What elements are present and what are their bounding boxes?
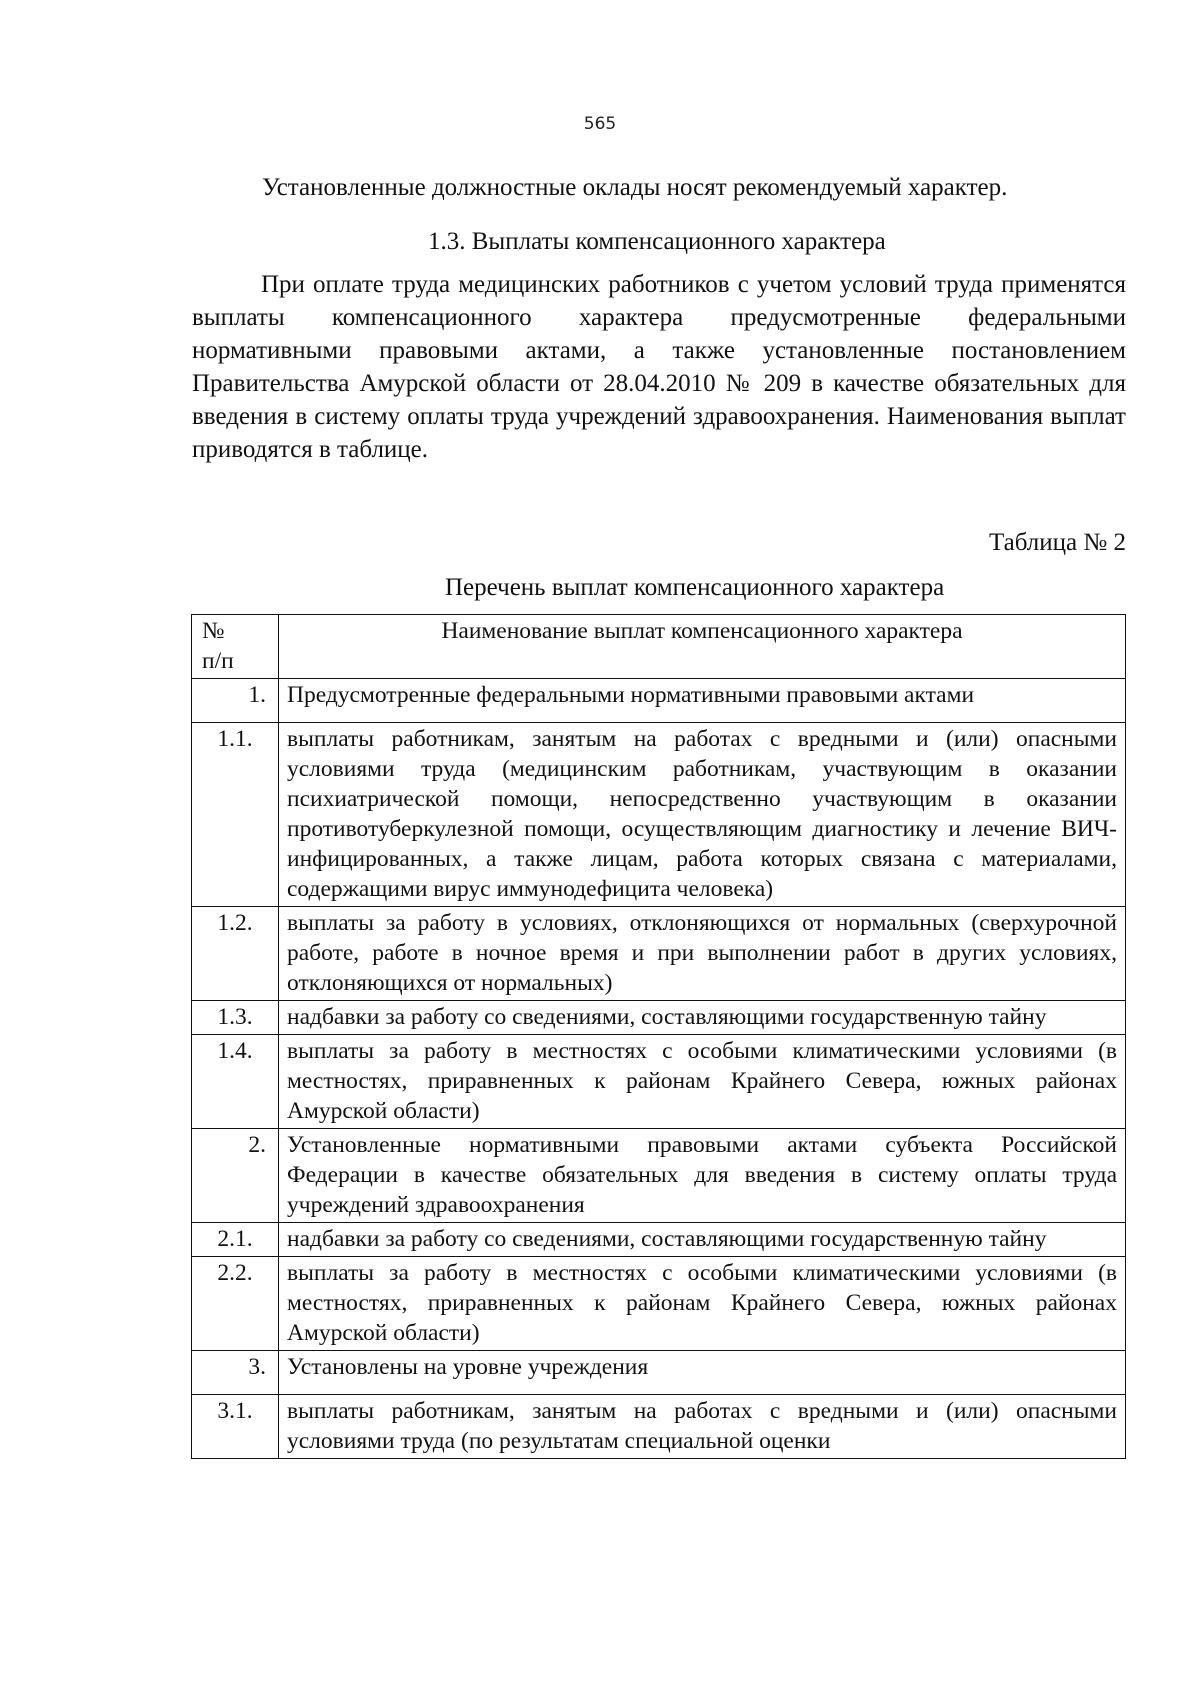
row-num: 3.: [192, 1351, 279, 1395]
intro-line: Установленные должностные оклады носят рекомендуемый характер.: [262, 174, 1008, 201]
header-name: Наименование выплат компенсационного характера: [279, 615, 1126, 679]
body-paragraph: При оплате труда медицинских работников с учетом условий труда применятся выплаты компенсационного характера предусмотренные федеральными нормативными правовыми актами, а также установленные постановлением Правительства Амурской области от 28.04.2010 № 209 в качестве обязательных для введения в систему оплаты труда учреждений здравоохранения. Наименования выплат приводятся в таблице.: [192, 271, 1126, 463]
row-num: 1.: [192, 679, 279, 723]
row-text: выплаты работникам, занятым на работах с вредными и (или) опасными условиями труда (медицинским работникам, участвующим в оказании психиатрической помощи, непосредственно участвующим в оказании противотуберкулезной помощи, осуществляющим диагностику и лечение ВИЧ-инфицированных, а также лицам, работа которых связана с материалами, содержащими вирус иммунодефицита человека): [279, 723, 1126, 907]
row-num: 2.1.: [192, 1223, 279, 1257]
table-row: [192, 1257, 1126, 1351]
table-row: [192, 679, 1126, 723]
table-row: [192, 1351, 1126, 1395]
row-num: 1.2.: [192, 907, 279, 1001]
header-num: [192, 615, 279, 679]
table-header-row: [192, 615, 1126, 679]
page-number: 565: [583, 114, 617, 134]
row-num: 1.1.: [192, 723, 279, 907]
row-text: выплаты работникам, занятым на работах с вредными и (или) опасными условиями труда (по результатам специальной оценки: [279, 1395, 1126, 1459]
section-heading: 1.3. Выплаты компенсационного характера: [428, 228, 886, 255]
table-row: [192, 1035, 1126, 1129]
row-text: Установлены на уровне учреждения: [279, 1351, 1126, 1395]
table-number: Таблица № 2: [988, 529, 1126, 556]
row-text: Установленные нормативными правовыми актами субъекта Российской Федерации в качестве обязательных для введения в систему оплаты труда учреждений здравоохранения: [279, 1129, 1126, 1223]
row-num: 3.1.: [192, 1395, 279, 1459]
table-row: [192, 907, 1126, 1001]
row-num: 1.4.: [192, 1035, 279, 1129]
table-caption: Перечень выплат компенсационного характера: [445, 574, 945, 601]
row-text: выплаты за работу в местностях с особыми климатическими условиями (в местностях, приравненных к районам Крайнего Севера, южных районах Амурской области): [279, 1035, 1126, 1129]
row-text: надбавки за работу со сведениями, составляющими государственную тайну: [279, 1001, 1126, 1035]
row-text: выплаты за работу в условиях, отклоняющихся от нормальных (сверхурочной работе, работе в ночное время и при выполнении работ в других условиях, отклоняющихся от нормальных): [279, 907, 1126, 1001]
table-row: [192, 1129, 1126, 1223]
row-text: надбавки за работу со сведениями, составляющими государственную тайну: [279, 1223, 1126, 1257]
row-text: выплаты за работу в местностях с особыми климатическими условиями (в местностях, приравненных к районам Крайнего Севера, южных районах Амурской области): [279, 1257, 1126, 1351]
table-row: [192, 1001, 1126, 1035]
header-num-text: № п/п: [202, 618, 234, 674]
table-row: [192, 1223, 1126, 1257]
table-row: [192, 1395, 1126, 1459]
payments-table: [191, 614, 1126, 1459]
table-row: [192, 723, 1126, 907]
row-num: 2.: [192, 1129, 279, 1223]
row-text: Предусмотренные федеральными нормативными правовыми актами: [279, 679, 1126, 723]
row-num: 2.2.: [192, 1257, 279, 1351]
row-num: 1.3.: [192, 1001, 279, 1035]
